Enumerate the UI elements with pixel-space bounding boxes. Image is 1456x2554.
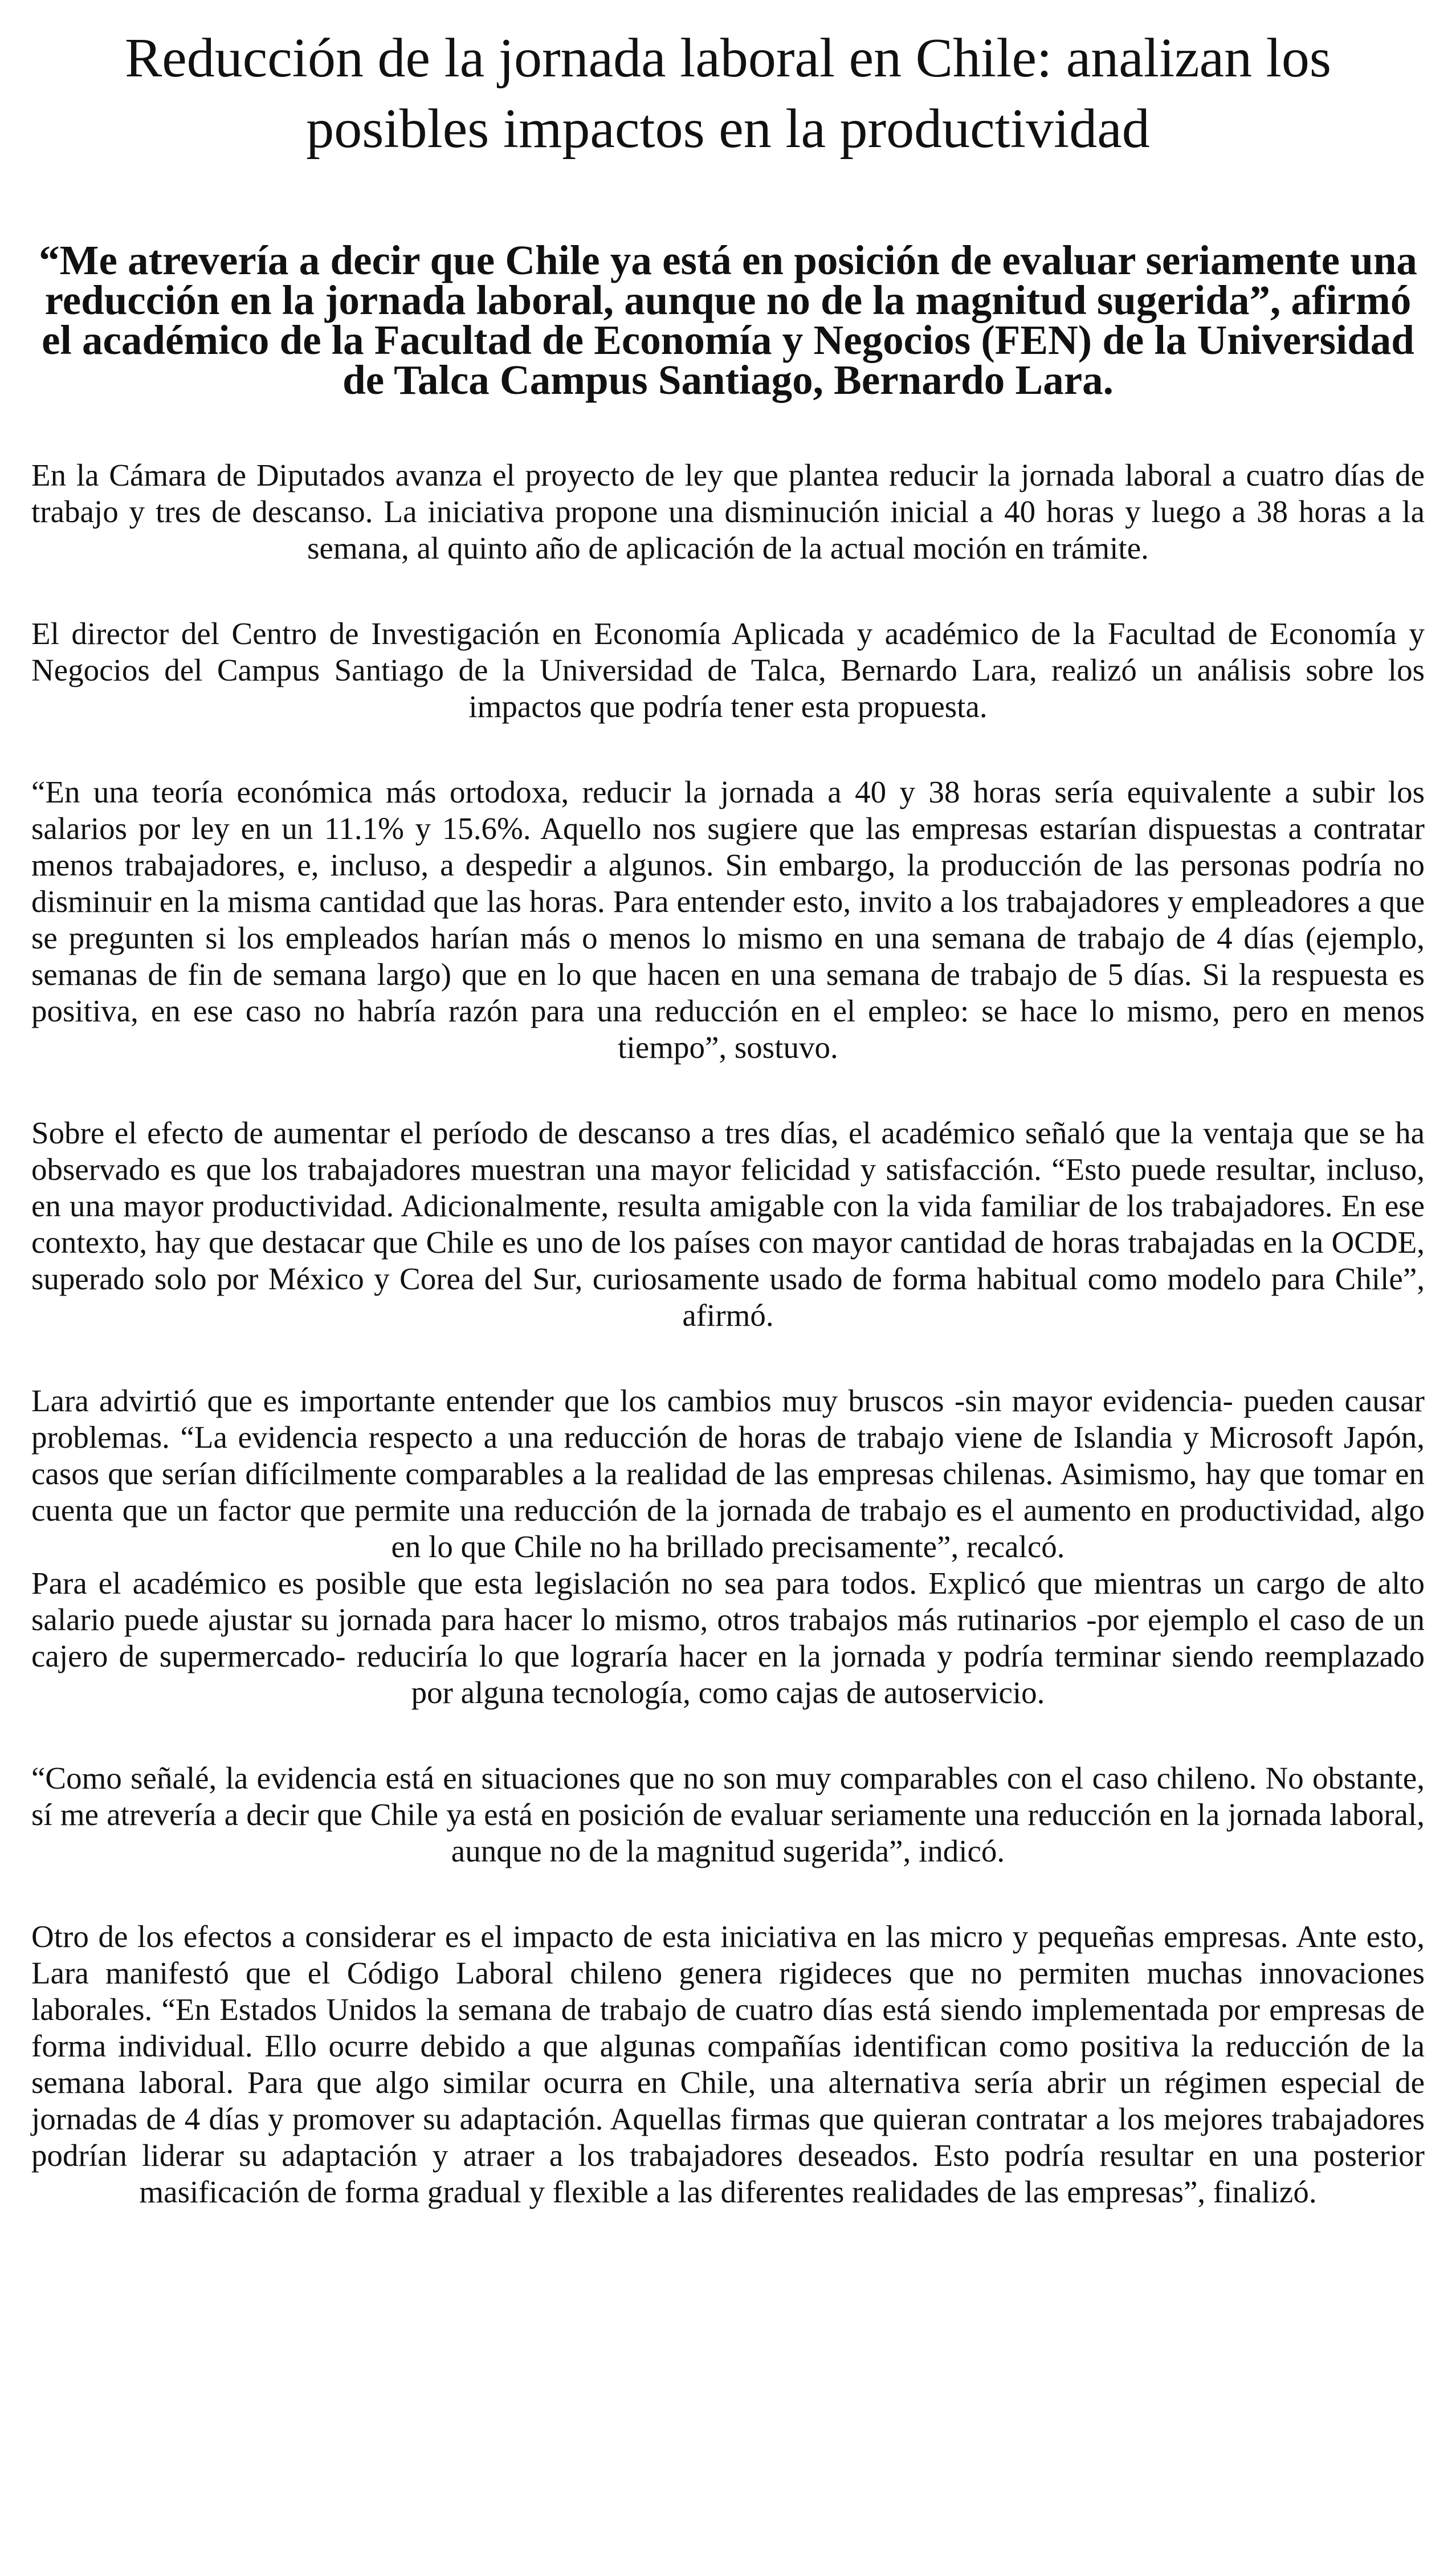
article-lead: “Me atrevería a decir que Chile ya está en posición de evaluar seriamente una reducción en la jornada laboral, aunque no de la magnitud sugerida”, afirmó el académico de la Facultad de Economía y Negocios (FEN) de la Universidad de Talca Campus Santiago, Bernardo Lara. xyxy=(39,237,1417,403)
article-paragraph-7: “Como señalé, la evidencia está en situaciones que no son muy comparables con el caso chileno. No obstante, sí me atrevería a decir que Chile ya está en posición de evaluar seriamente una reducción en la jornada laboral, aunque no de la magnitud sugerida”, indicó. xyxy=(31,1761,1425,1868)
article-paragraph-3: “En una teoría económica más ortodoxa, reducir la jornada a 40 y 38 horas sería equivalente a subir los salarios por ley en un 11.1% y 15.6%. Aquello nos sugiere que las empresas estarían dispuestas a contratar menos trabajadores, e, incluso, a despedir a algunos. Sin embargo, la producción de las personas podría no disminuir en la misma cantidad que las horas. Para entender esto, invito a los trabajadores y empleadores a que se pregunten si los empleados harían más o menos lo mismo en una semana de trabajo de 4 días (ejemplo, semanas de fin de semana largo) que en lo que hacen en una semana de trabajo de 5 días. Si la respuesta es positiva, en ese caso no habría razón para una reducción en el empleo: se hace lo mismo, pero en menos tiempo”, sostuvo. xyxy=(31,775,1425,1065)
article-paragraph-8: Otro de los efectos a considerar es el impacto de esta iniciativa en las micro y pequeñas empresas. Ante esto, Lara manifestó que el Código Laboral chileno genera rigideces que no permiten muchas innovaciones laborales. “En Estados Unidos la semana de trabajo de cuatro días está siendo implementada por empresas de forma individual. Ello ocurre debido a que algunas compañías identifican como positiva la reducción de la semana laboral. Para que algo similar ocurra en Chile, una alternativa sería abrir un régimen especial de jornadas de 4 días y promover su adaptación. Aquellas firmas que quieran contratar a los mejores trabajadores podrían liderar su adaptación y atraer a los trabajadores deseados. Esto podría resultar en una posterior masificación de forma gradual y flexible a las diferentes realidades de las empresas”, finalizó. xyxy=(31,1919,1425,2209)
article-paragraph-1: En la Cámara de Diputados avanza el proyecto de ley que plantea reducir la jornada laboral a cuatro días de trabajo y tres de descanso. La iniciativa propone una disminución inicial a 40 horas y luego a 38 horas a la semana, al quinto año de aplicación de la actual moción en trámite. xyxy=(31,458,1425,565)
article-paragraph-4: Sobre el efecto de aumentar el período de descanso a tres días, el académico señaló que la ventaja que se ha observado es que los trabajadores muestran una mayor felicidad y satisfacción. “Esto puede resultar, incluso, en una mayor productividad. Adicionalmente, resulta amigable con la vida familiar de los trabajadores. En ese contexto, hay que destacar que Chile es uno de los países con mayor cantidad de horas trabajadas en la OCDE, superado solo por México y Corea del Sur, curiosamente usado de forma habitual como modelo para Chile”, afirmó. xyxy=(31,1115,1425,1333)
article-title: Reducción de la jornada laboral en Chile: analizan los posibles impactos en la productividad xyxy=(124,27,1332,160)
article-paragraph-6: Para el académico es posible que esta legislación no sea para todos. Explicó que mientras un cargo de alto salario puede ajustar su jornada para hacer lo mismo, otros trabajos más rutinarios -por ejemplo el caso de un cajero de supermercado- reduciría lo que lograría hacer en la jornada y podría terminar siendo reemplazado por alguna tecnología, como cajas de autoservicio. xyxy=(31,1566,1425,1710)
article-paragraph-2: El director del Centro de Investigación en Economía Aplicada y académico de la Facultad de Economía y Negocios del Campus Santiago de la Universidad de Talca, Bernardo Lara, realizó un análisis sobre los impactos que podría tener esta propuesta. xyxy=(31,616,1425,724)
article-paragraph-5: Lara advirtió que es importante entender que los cambios muy bruscos -sin mayor evidencia- pueden causar problemas. “La evidencia respecto a una reducción de horas de trabajo viene de Islandia y Microsoft Japón, casos que serían difícilmente comparables a la realidad de las empresas chilenas. Asimismo, hay que tomar en cuenta que un factor que permite una reducción de la jornada de trabajo es el aumento en productividad, algo en lo que Chile no ha brillado precisamente”, recalcó. xyxy=(31,1383,1425,1564)
